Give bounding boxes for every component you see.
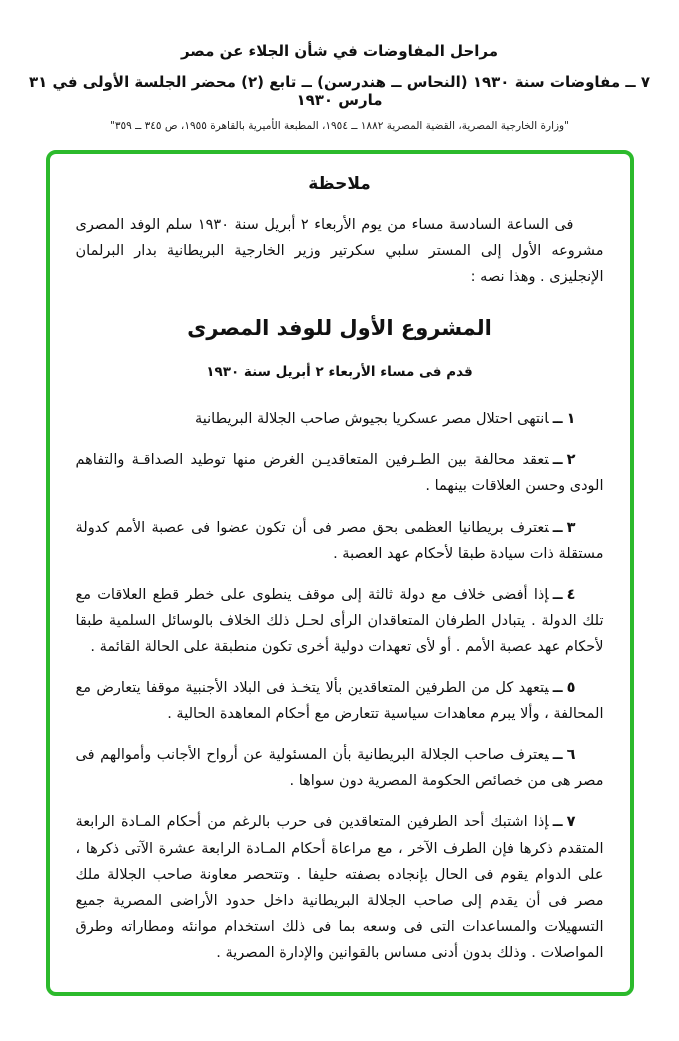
article-dash: ــ [552, 680, 563, 697]
article-item-7 [76, 809, 604, 966]
article-dash: ــ [552, 586, 563, 603]
article-text: يتعهد كل من الطرفين المتعاقدين بألا يتخـذ فى البلاد الأجنبية موقفا يتعارض مع المحالفة ، وألا يبرم معاهدات سياسية تتعارض مع أحكام المعاهدة الحالية . [75, 680, 604, 723]
article-dash: ــ [552, 452, 563, 469]
article-item-3 [76, 515, 604, 567]
article-text: تعترف بريطانيا العظمى بحق مصر فى أن تكون عضوا فى عصبة الأمم كدولة مستقلة ذات سيادة طبقا لأحكام عهد العصبة . [75, 519, 604, 562]
article-text: إذا أفضى خلاف مع دولة ثالثة إلى موقف ينطوى على خطر قطع العلاقات مع تلك الدولة . يتبادل الطرفان المتعاقدان الرأى لحـل ذلك الخلاف بالوسائل السلمية طبقا لأحكام عهد عصبة الأمم . أو لأى تعهدات دولية أخرى تكون منطبقة على الحالة القائمة . [75, 586, 604, 655]
note-box [46, 150, 634, 996]
article-number: ٣ [566, 519, 576, 536]
page-title: مراحل المفاوضات في شأن الجلاء عن مصر [180, 42, 499, 60]
article-item-6 [76, 742, 604, 794]
source-citation: "وزارة الخارجية المصرية، القضية المصرية ١٨٨٢ ــ ١٩٥٤، المطبعة الأميرية بالقاهرة ١٩٥٥، ص ٣٤٥ ــ ٣٥٩" [110, 120, 569, 132]
article-item-5 [76, 675, 604, 727]
article-dash: ــ [552, 519, 563, 536]
article-number: ٢ [566, 452, 576, 469]
article-number: ٦ [566, 747, 576, 764]
project-subheading: قدم فى مساء الأربعاء ٢ أبريل سنة ١٩٣٠ [206, 364, 473, 381]
article-number: ١ [566, 411, 576, 428]
note-intro-paragraph: فى الساعة السادسة مساء من يوم الأربعاء ٢ أبريل سنة ١٩٣٠ سلم الوفد المصرى مشروعه الأول إلى المستر سلبي سكرتير وزير الخارجية البريطانية بدار البرلمان الإنجليزى . وهذا نصه : [75, 217, 604, 286]
article-item-1 [76, 406, 604, 432]
document-header [0, 0, 679, 132]
article-number: ٤ [566, 586, 576, 603]
project-heading: المشروع الأول للوفد المصرى [187, 316, 492, 341]
article-text: إذا اشتبك أحد الطرفين المتعاقدين فى حرب بالرغم من أحكام المـادة الرابعة المتقدم ذكرها فإن الطرف الآخر ، مع مراعاة أحكام المـادة الرابعة عشرة الآتى ذكرها ، على الدوام يقوم فى الحال بإنجاده بصفته حليفا . وتتحصر معاونة صاحب الجلالة ملك مصر فى أن يقدم إلى صاحب الجلالة البريطانية داخل حدود الأراضى المصرية جميع التسهيلات والمساعدات التى فى وسعه بما فى ذلك استخدام موانئه ومطاراته وطرق المواصلات . وذلك بدون أدنى مساس بالقوانين والإدارة المصرية . [75, 814, 604, 961]
article-text: انتهى احتلال مصر عسكريا بجيوش صاحب الجلالة البريطانية [195, 411, 549, 428]
page-subtitle: ٧ ــ مفاوضات سنة ١٩٣٠ (النحاس ــ هندرسن) ــ تابع (٢) محضر الجلسة الأولى في ٣١ مارس ١٩٣٠ [29, 73, 650, 109]
article-item-2 [76, 447, 604, 499]
article-dash: ــ [552, 747, 563, 764]
article-text: يعترف صاحب الجلالة البريطانية بأن المسئولية عن أرواح الأجانب وأموالهم فى مصر هى من خصائص الحكومة المصرية دون سواها . [75, 747, 604, 790]
article-number: ٥ [566, 680, 576, 697]
article-dash: ــ [552, 814, 563, 831]
article-number: ٧ [566, 814, 576, 831]
note-title: ملاحظة [308, 174, 371, 194]
article-item-4 [76, 582, 604, 660]
article-dash: ــ [552, 411, 563, 428]
article-text: تعقد محالفة بين الطـرفين المتعاقديـن الغرض منها توطيد الصداقـة والتفاهم الودى وحسن العلاقات بينهما . [75, 452, 604, 495]
